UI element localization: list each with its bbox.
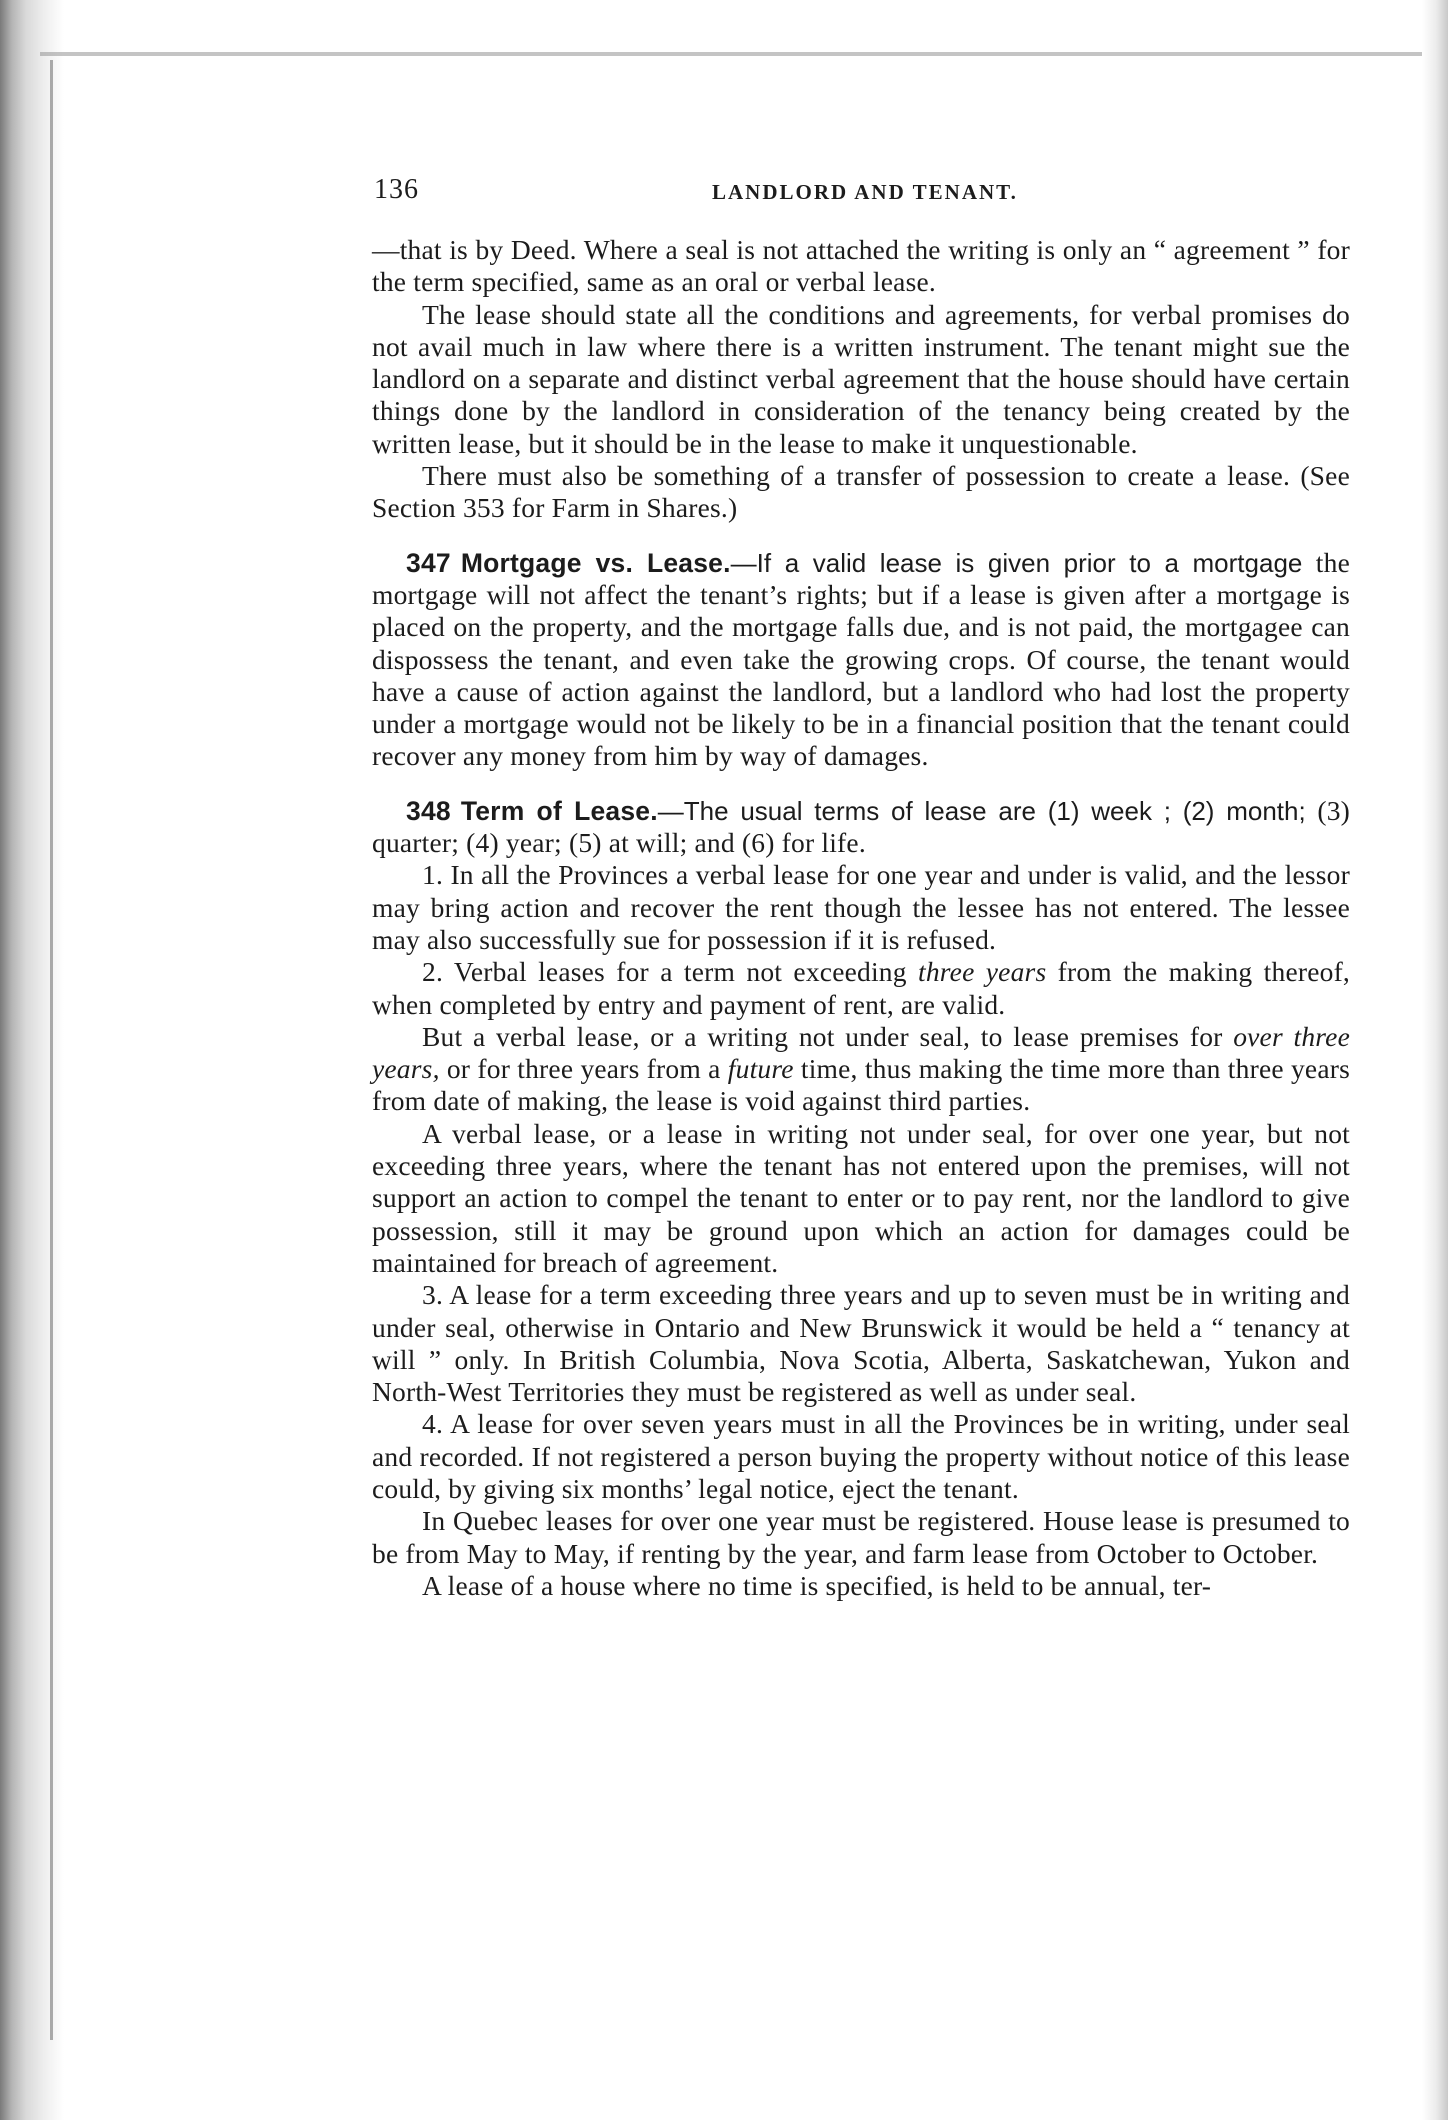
list-item-2: [372, 956, 1350, 1021]
section-lead: —If a valid lease is given prior to a mortgage: [730, 547, 1303, 578]
section-348: [372, 795, 1350, 860]
list-item-4: 4. A lease for over seven years must in all the Provinces be in writing, under seal and recorded. If not registered a person buying the property without notice of this lease could, by giving six months’ legal notice, eject the tenant.: [372, 1408, 1350, 1504]
running-head: LANDLORD AND TENANT.: [712, 180, 1018, 204]
section-title: Mortgage vs. Lease.: [460, 547, 731, 578]
paragraph-possession: There must also be something of a transfer of possession to create a lease. (See Section 353 for Farm in Shares.): [372, 460, 1350, 524]
item-text: 2. Verbal leases for a term not exceeding: [422, 956, 918, 988]
list-item-3: 3. A lease for a term exceeding three years and up to seven must be in writing and under seal, otherwise in Ontario and New Brunswick it would be held a “ tenancy at will ” only. In British Columbia, Nova Scotia, Alberta, Saskatchewan, Yukon and North-West Territories they must be registered as well as under seal.: [372, 1279, 1350, 1408]
section-number: 348: [406, 795, 451, 826]
body-text: [372, 234, 1350, 1602]
section-number: 347: [406, 547, 451, 578]
item-italic-text: three years: [918, 956, 1047, 988]
section-title: Term of Lease.: [460, 795, 658, 826]
paragraph-over-three-years: [372, 1021, 1350, 1118]
page-number: 136: [374, 174, 419, 205]
para-text: or for three years from a: [439, 1053, 728, 1085]
para-text: time, thus making the time more than three years from date of making, the lease is void against third parties.: [372, 1053, 1350, 1117]
page-top-edge: [40, 52, 1430, 56]
item-text: from the making thereof, when completed by entry and payment of rent, are valid.: [372, 956, 1351, 1020]
page-header: [372, 168, 1350, 214]
section-347: [372, 547, 1350, 773]
paragraph-conditions: The lease should state all the conditions and agreements, for verbal promises do not avail much in law where there is a written instrument. The tenant might sue the landlord on a separate and distinct verbal agreement that the house should have certain things done by the landlord in consideration of the tenancy being created by the written lease, but it should be in the lease to make it unquestionable.: [372, 298, 1350, 459]
list-item-1: 1. In all the Provinces a verbal lease for one year and under is valid, and the lessor may bring action and recover the rent though the lessee has not entered. The lessee may also successfully sue for possession if it is refused.: [372, 859, 1350, 955]
paragraph-verbal-lease: A verbal lease, or a lease in writing not under seal, for over one year, but not exceeding three years, where the tenant has not entered upon the premises, will not support an action to compel the tenant to enter or to pay rent, nor the landlord to give possession, still it may be ground upon which an action for damages could be maintained for breach of agreement.: [372, 1117, 1350, 1278]
para-text: But a verbal lease, or a writing not under seal, to lease premises for: [422, 1020, 1234, 1052]
page-content: [372, 168, 1350, 1602]
section-lead: —The usual terms of lease are (1) week ; (2) month;: [657, 795, 1306, 826]
para-italic-text: future: [727, 1053, 794, 1085]
paragraph-quebec: In Quebec leases for over one year must be registered. House lease is presumed to be from May to May, if renting by the year, and farm lease from October to October.: [372, 1505, 1350, 1569]
paragraph-deed: —that is by Deed. Where a seal is not attached the writing is only an “ agreement ” for the term specified, same as an oral or verbal lease.: [372, 234, 1350, 298]
section-text: (3) quarter; (4) year; (5) at will; and (6) for life.: [372, 794, 1350, 859]
paragraph-house-lease: A lease of a house where no time is specified, is held to be annual, ter-: [422, 1569, 1212, 1601]
book-binding-shadow: [0, 0, 64, 2120]
para-italic-text: over three years,: [372, 1020, 1350, 1085]
page-right-edge: [1422, 0, 1448, 2120]
section-text: the mortgage will not affect the tenant’s rights; but if a lease is given after a mortgage is placed on the property, and the mortgage falls due, and is not paid, the mortgagee can dispossess the tenant, and even take the growing crops. Of course, the tenant would have a cause of action against the landlord, but a landlord who had lost the property under a mortgage would not be likely to be in a financial position that the tenant could recover any money from him by way of damages.: [372, 546, 1351, 772]
